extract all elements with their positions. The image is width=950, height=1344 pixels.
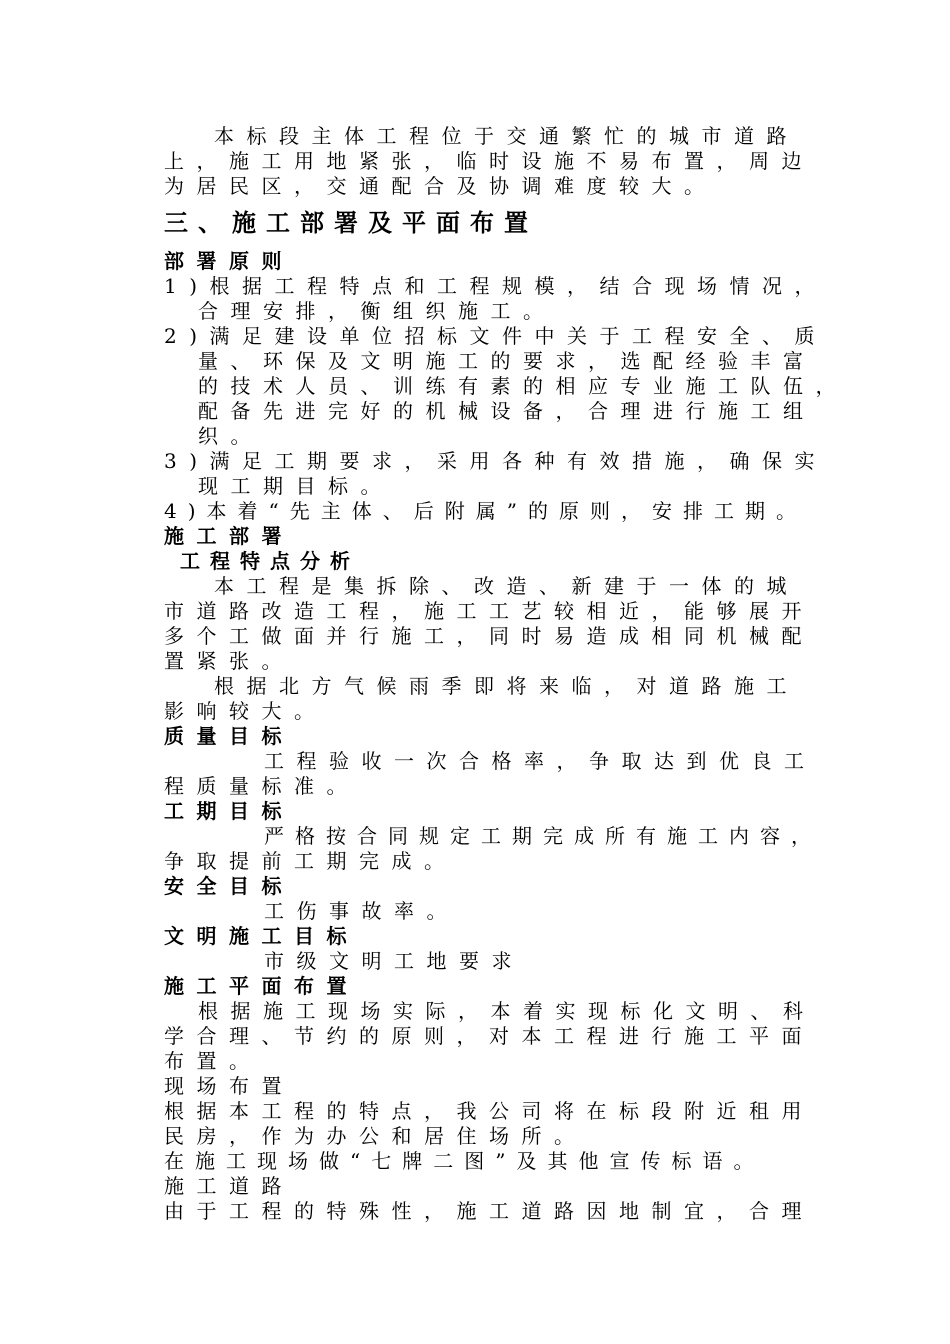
site-heading: 现场布置 (164, 1074, 294, 1098)
features-line-1: 本工程是集拆除、改造、新建于一体的城 (214, 574, 799, 598)
quality-line-2: 程质量标准。 (164, 774, 359, 798)
layout-line-3: 布置。 (164, 1049, 262, 1073)
principle-3-line-2: 现工期目标。 (198, 474, 393, 498)
intro-line-2: 上，施工用地紧张，临时设施不易布置，周边 (164, 149, 814, 173)
civil-line-1: 市级文明工地要求 (264, 949, 524, 973)
civil-heading: 文明施工目标 (164, 924, 359, 948)
principle-2-line-5: 织。 (198, 424, 263, 448)
principle-1-line-2: 合理安排，衡组织施工。 (198, 299, 556, 323)
site-line-2: 民房，作为办公和居住场所。 (164, 1124, 587, 1148)
site-line-3: 在施工现场做“七牌二图”及其他宣传标语。 (164, 1149, 765, 1173)
principle-2-line-3: 的技术人员、训练有素的相应专业施工队伍， (198, 374, 848, 398)
schedule-line-2: 争取提前工期完成。 (164, 849, 457, 873)
road-line-1: 由于工程的特殊性，施工道路因地制宜，合理 (164, 1199, 814, 1223)
quality-line-1: 工程验收一次合格率，争取达到优良工 (264, 749, 817, 773)
principle-2-line-1: 2)满足建设单位招标文件中关于工程安全、质 (164, 324, 828, 348)
road-heading: 施工道路 (164, 1174, 294, 1198)
layout-heading: 施工平面布置 (164, 974, 359, 998)
section-title: 三、施工部署及平面布置 (164, 208, 538, 237)
features-line-5: 根据北方气候雨季即将来临，对道路施工 (214, 674, 799, 698)
features-line-4: 置紧张。 (164, 649, 294, 673)
safety-heading: 安全目标 (164, 874, 294, 898)
intro-line-1: 本标段主体工程位于交通繁忙的城市道路 (214, 124, 799, 148)
deploy-heading: 施工部署 (164, 524, 294, 548)
site-line-1: 根据本工程的特点，我公司将在标段附近租用 (164, 1099, 814, 1123)
safety-line-1: 工伤事故率。 (264, 899, 459, 923)
principle-2-line-2: 量、环保及文明施工的要求，选配经验丰富 (198, 349, 816, 373)
features-line-3: 多个工做面并行施工，同时易造成相同机械配 (164, 624, 814, 648)
principle-3-line-1: 3)满足工期要求，采用各种有效措施，确保实 (164, 449, 828, 473)
layout-line-2: 学合理、节约的原则，对本工程进行施工平面 (164, 1024, 814, 1048)
features-line-6: 影响较大。 (164, 699, 327, 723)
principle-2-line-4: 配备先进完好的机械设备，合理进行施工组 (198, 399, 816, 423)
schedule-line-1: 严格按合同规定工期完成所有施工内容， (264, 824, 822, 848)
layout-line-1: 根据施工现场实际，本着实现标化文明、科 (198, 999, 816, 1023)
intro-line-3: 为居民区，交通配合及协调难度较大。 (164, 174, 717, 198)
features-heading: 工程特点分析 (180, 549, 360, 573)
features-line-2: 市道路改造工程，施工工艺较相近，能够展开 (164, 599, 814, 623)
quality-heading: 质量目标 (164, 724, 294, 748)
principles-heading: 部署原则 (164, 249, 294, 273)
principle-1-line-1: 1)根据工程特点和工程规模，结合现场情况， (164, 274, 828, 298)
principle-4-line-1: 4)本着“先主体、后附属”的原则，安排工期。 (164, 499, 807, 523)
schedule-heading: 工期目标 (164, 799, 294, 823)
